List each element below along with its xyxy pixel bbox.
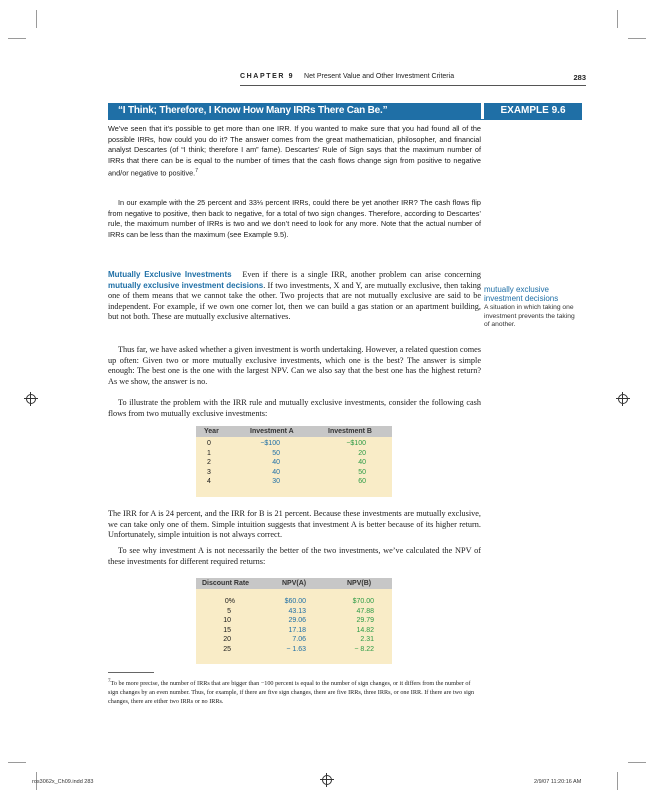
crop-mark: [628, 762, 646, 763]
header-investment-b: Investment B: [328, 428, 372, 435]
table-row: [196, 626, 392, 636]
table-row: [196, 645, 392, 655]
crop-mark: [617, 10, 618, 28]
cell-investment-a: 30: [272, 478, 280, 485]
body-paragraph-1-b: . If two investments, X and Y, are mutually exclusive, then taking one of them means that we cannot take the other. Two projects that are not mutually exclusive are said to be independent. For example, if we own one corner lot, then we can build a gas station or an apartment building, but not both. These are mutually exclusive alternatives.: [108, 280, 481, 322]
cell-discount-rate: 15: [223, 626, 231, 634]
cell-npv-b: 2.31: [360, 636, 374, 643]
cell-investment-a: 40: [272, 459, 280, 466]
page-number: 283: [573, 73, 586, 82]
footnote-mark: 7: [108, 679, 111, 684]
body-paragraph-4: The IRR for A is 24 percent, and the IRR for B is 21 percent. Because these investments are mutually exclusive, we can take only one of them. Simple intuition suggests that investment A is better because of its higher return. Unfortunately, simple intuition is not always correct.: [108, 509, 481, 540]
cell-npv-b: 29.79: [356, 617, 374, 624]
table-row: [196, 468, 392, 478]
cell-npv-a: − 1.63: [286, 645, 306, 653]
registration-mark-icon: [616, 392, 630, 406]
slug-file: ros3062x_Ch09.indd 283: [32, 779, 94, 785]
cell-npv-a: $60.00: [284, 598, 306, 605]
table-row: [196, 616, 392, 626]
running-head: [240, 73, 586, 80]
table-row: [196, 635, 392, 645]
footnote-text: To be more precise, the number of IRRs that are bigger than −100 percent is equal to the number of sign changes, or it differs from the number of sign changes by an even number. Thus, for example, if there are five sign changes, there are five IRRs, three IRRs, or one IRR. If there are two sign changes, there are either two IRRs or no IRRs.: [108, 680, 475, 706]
cell-npv-a: 29.06: [288, 617, 306, 624]
example-tag-label: EXAMPLE 9.6: [500, 105, 566, 116]
header-npv-b: NPV(B): [347, 580, 372, 587]
table-row: [196, 597, 392, 607]
body-paragraph-2: Thus far, we have asked whether a given investment is worth undertaking. However, a related question comes up often: Given two or more mutually exclusive investments, which one is the best? The answer is simple enough: The best one is the one with the largest NPV. Can we also say that the best one has the highest return? As we show, the answer is no.: [108, 345, 481, 386]
cell-year: 3: [207, 468, 211, 476]
header-investment-a: Investment A: [250, 428, 294, 435]
registration-mark-icon: [320, 773, 334, 787]
margin-term: mutually exclusive investment decisions: [484, 285, 559, 303]
cash-flow-table: [196, 426, 392, 486]
cell-year: 0: [207, 440, 211, 447]
crop-mark: [36, 10, 37, 28]
footnote: [108, 677, 478, 707]
cell-investment-b: 60: [358, 478, 366, 485]
example-title: “I Think; Therefore, I Know How Many IRRs There Can Be.”: [118, 105, 388, 116]
table-row: [196, 607, 392, 617]
cell-year: 4: [207, 478, 211, 485]
example-rule: [108, 119, 582, 120]
cell-discount-rate: 0%: [224, 598, 235, 605]
cell-year: 1: [207, 449, 211, 457]
body-paragraph-3: To illustrate the problem with the IRR rule and mutually exclusive investments, consider the following cash flows from two mutually exclusive investments:: [108, 398, 481, 418]
footnote-rule: [108, 672, 154, 673]
table-header: [196, 426, 392, 437]
table-row: [196, 449, 392, 459]
example-tag: [484, 103, 582, 119]
cell-discount-rate: 20: [223, 636, 231, 643]
cell-investment-a: −$100: [260, 440, 280, 447]
cell-npv-b: 14.82: [356, 626, 374, 634]
body-paragraph-1-a: Even if there is a single IRR, another problem can arise concerning: [242, 270, 481, 279]
footnote-ref: 7: [195, 168, 198, 175]
cell-npv-a: 43.13: [288, 607, 306, 615]
crop-mark: [8, 38, 26, 39]
header-npv-a: NPV(A): [282, 580, 307, 587]
table-row: [196, 439, 392, 449]
body-paragraph-1: [108, 270, 481, 323]
header-year: Year: [204, 428, 219, 435]
chapter-title: Net Present Value and Other Investment Criteria: [304, 73, 455, 80]
table-body: [196, 589, 392, 664]
example-paragraph-1: [108, 124, 481, 179]
cell-npv-a: 17.18: [288, 626, 306, 634]
cell-year: 2: [207, 459, 211, 466]
cell-investment-a: 50: [272, 449, 280, 457]
npv-table: [196, 578, 392, 664]
cell-npv-a: 7.06: [292, 636, 306, 643]
chapter-label: CHAPTER 9: [240, 73, 295, 80]
cell-investment-b: −$100: [346, 440, 366, 447]
cell-investment-a: 40: [272, 468, 280, 476]
cell-investment-b: 20: [358, 449, 366, 457]
cell-discount-rate: 25: [223, 645, 231, 653]
table-row: [196, 477, 392, 487]
section-heading: Mutually Exclusive Investments: [108, 270, 232, 279]
registration-mark-icon: [24, 392, 38, 406]
table-header: [196, 578, 392, 589]
table-row: [196, 458, 392, 468]
cell-discount-rate: 10: [223, 617, 231, 624]
body-paragraph-5: To see why investment A is not necessarily the better of the two investments, we’ve calculated the NPV of these investments for different required returns:: [108, 546, 481, 566]
crop-mark: [8, 762, 26, 763]
cell-investment-b: 50: [358, 468, 366, 476]
cell-npv-b: 47.88: [356, 607, 374, 615]
key-term: mutually exclusive investment decisions: [108, 280, 264, 290]
margin-definition: A situation in which taking one investment prevents the taking of another.: [484, 304, 575, 329]
cell-discount-rate: 5: [227, 607, 231, 615]
cell-investment-b: 40: [358, 459, 366, 466]
running-head-rule: [240, 85, 586, 86]
crop-mark: [628, 38, 646, 39]
cell-npv-b: − 8.22: [354, 645, 374, 653]
table-body: [196, 437, 392, 497]
example-paragraph-2: In our example with the 25 percent and 33⅓ percent IRRs, could there be yet another IRR? The cash flows flip from negative to positive, then back to negative, for a total of two sign changes. Therefore, according to Descartes’ rule, the maximum number of IRRs is two and we don’t need to look for any more. Note that the actual number of IRRs can be less than the maximum (see Example 9.5).: [108, 198, 481, 239]
cell-npv-b: $70.00: [352, 598, 374, 605]
slug-timestamp: 2/9/07 11:20:16 AM: [534, 779, 582, 785]
header-discount-rate: Discount Rate: [202, 580, 250, 587]
crop-mark: [617, 772, 618, 790]
example-paragraph-1-text: We’ve seen that it’s possible to get more than one IRR. If you wanted to make sure that you had found all of the possible IRRs, how could you do it? The answer comes from the great mathematician, philosopher, and financial analyst Descartes (of “I think; therefore I am” fame). Descartes’ Rule of Sign says that the maximum number of IRRs that there can be is equal to the number of times that the cash flows change sign from positive to negative and/or negative to positive.: [108, 124, 481, 178]
